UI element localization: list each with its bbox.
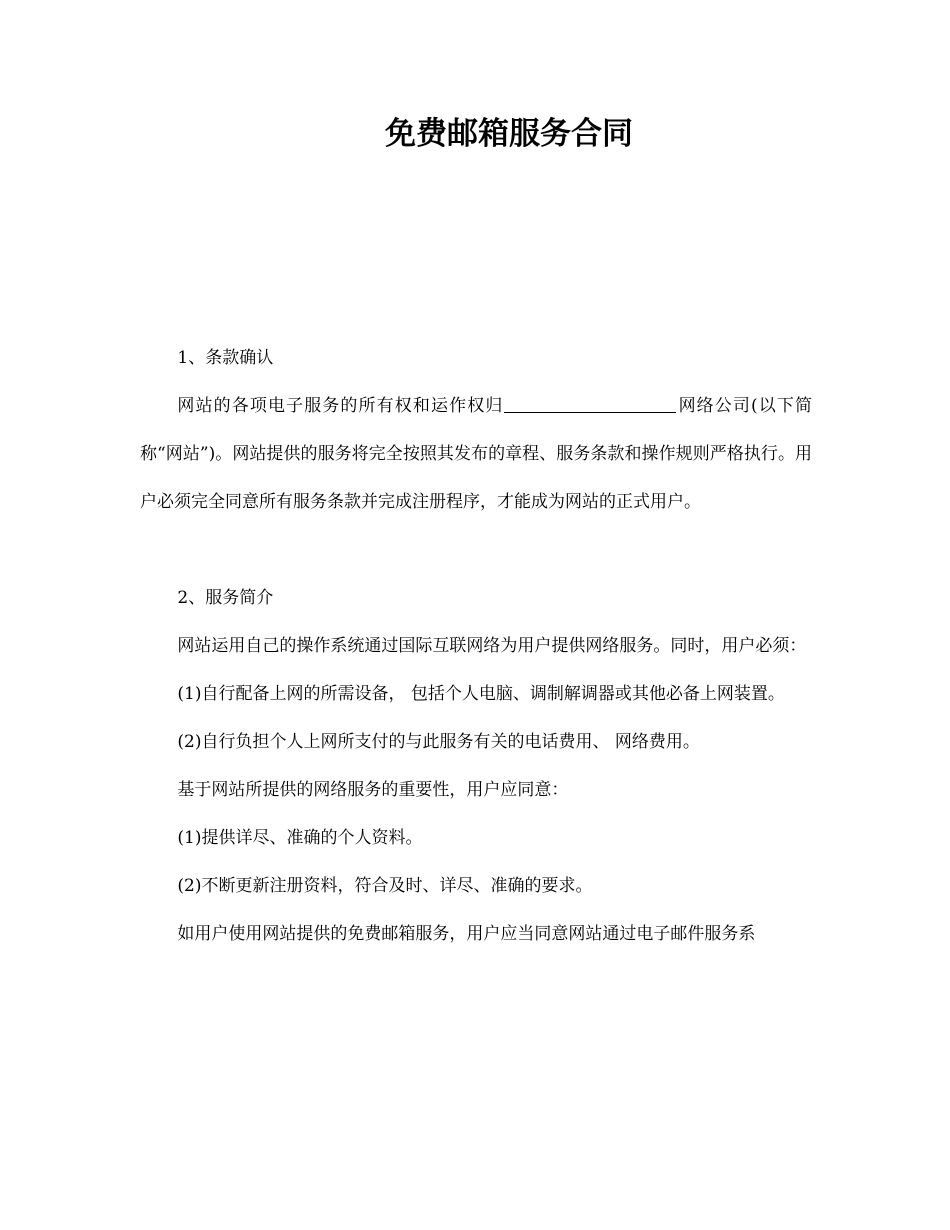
company-name-blank (504, 394, 676, 413)
section2-agree-item-1: (1)提供详尽、准确的个人资料。 (177, 828, 423, 848)
section1-paragraph-start: 网站的各项电子服务的所有权和运作权归 (177, 396, 504, 416)
section2-heading: 2、服务简介 (177, 588, 274, 608)
section-spacer (140, 526, 812, 574)
document-body (140, 334, 812, 958)
section1-paragraph (140, 382, 812, 526)
section2-item-2: (2)自行负担个人上网所支付的与此服务有关的电话费用、 网络费用。 (177, 732, 700, 752)
section1-paragraph-end: 网络公司(以下简称“网站”)。网站提供的服务将完全按照其发布的章程、服务条款和操作规则严格执行。用户必须完全同意所有服务条款并完成注册程序，才能成为网站的正式用户。 (140, 396, 812, 512)
document-title: 免费邮箱服务合同 (385, 116, 633, 152)
section2-intro: 网站运用自己的操作系统通过国际互联网络为用户提供网络服务。同时，用户必须： (177, 636, 807, 656)
section2-email-paragraph: 如用户使用网站提供的免费邮箱服务，用户应当同意网站通过电子邮件服务系 (177, 924, 756, 944)
section1-heading: 1、条款确认 (177, 348, 274, 368)
section2-item-1: (1)自行配备上网的所需设备， 包括个人电脑、调制解调器或其他必备上网装置。 (177, 684, 785, 704)
section2-agree-intro: 基于网站所提供的网络服务的重要性，用户应同意： (177, 780, 569, 800)
section2-agree-item-2: (2)不断更新注册资料，符合及时、详尽、准确的要求。 (177, 876, 593, 896)
